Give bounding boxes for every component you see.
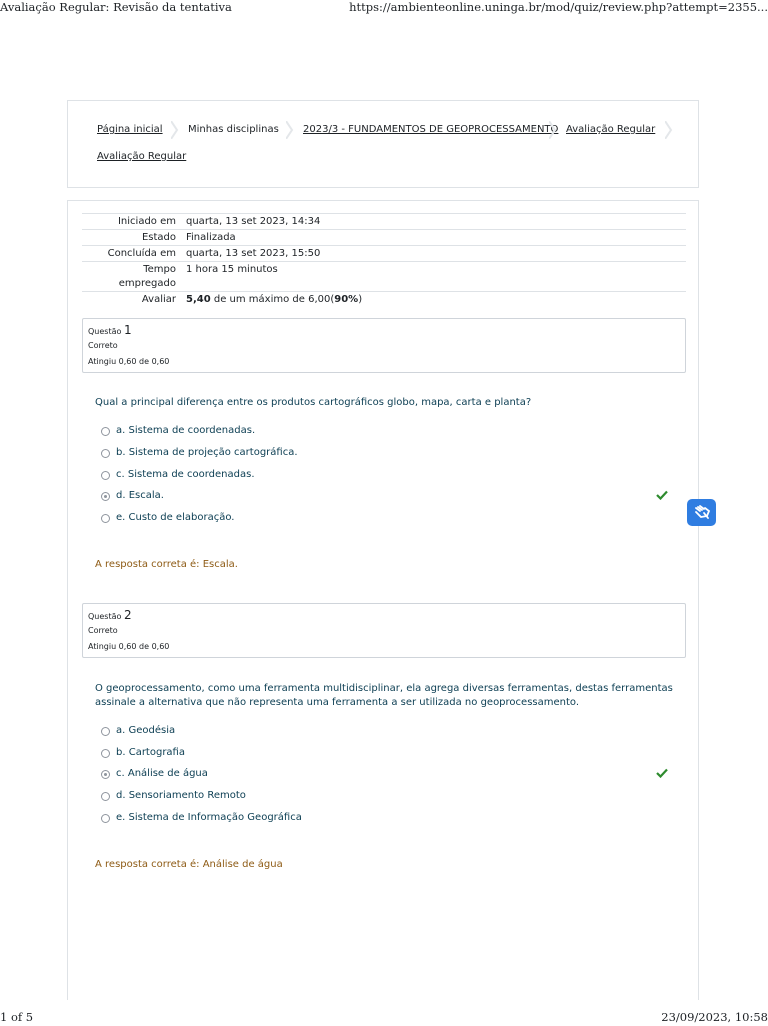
question-number: Questão 2 <box>88 608 132 622</box>
chevron-right-icon <box>171 121 179 139</box>
radio-icon[interactable] <box>101 427 110 436</box>
breadcrumb-my-courses[interactable]: Minhas disciplinas <box>188 124 279 135</box>
radio-icon[interactable] <box>101 727 110 736</box>
radio-icon[interactable] <box>101 792 110 801</box>
question-state: Correto <box>88 341 118 350</box>
chevron-right-icon <box>665 121 673 139</box>
radio-icon[interactable] <box>101 471 110 480</box>
page-count: 1 of 5 <box>0 1010 34 1024</box>
radio-checked-icon[interactable] <box>101 770 110 779</box>
right-answer-1: A resposta correta é: Escala. <box>95 559 238 570</box>
breadcrumb-home-link[interactable]: Página inicial <box>97 124 163 135</box>
radio-icon[interactable] <box>101 749 110 758</box>
page-url[interactable]: https://ambienteonline.uninga.br/mod/quiz/review.php?attempt=2355... <box>349 0 768 14</box>
grade-value: 5,40 de um máximo de 6,00(90%) <box>186 294 363 305</box>
question-info-1 <box>82 318 686 373</box>
radio-checked-icon[interactable] <box>101 492 110 501</box>
check-icon <box>656 768 668 778</box>
question-info-2 <box>82 603 686 658</box>
chevron-right-icon <box>286 121 294 139</box>
check-icon <box>656 490 668 500</box>
breadcrumb <box>67 100 699 188</box>
breadcrumb-quiz-link-2[interactable]: Avaliação Regular <box>97 151 187 162</box>
question-text-2: O geoprocessamento, como uma ferramenta multidisciplinar, ela agrega diversas ferramentas, destas ferramentas assinale a alternativa que não representa uma ferramenta a ser utilizada no geoprocessamento. <box>95 683 673 708</box>
page-title: Avaliação Regular: Revisão da tentativa <box>0 0 232 14</box>
breadcrumb-course-link[interactable]: 2023/3 - FUNDAMENTOS DE GEOPROCESSAMENTO <box>303 124 559 135</box>
print-header <box>0 0 768 16</box>
accessibility-button[interactable] <box>687 499 716 526</box>
question-grade: Atingiu 0,60 de 0,60 <box>88 642 170 651</box>
right-answer-2: A resposta correta é: Análise de água <box>95 859 283 870</box>
summary-row-time: Tempo empregado 1 hora 15 minutos <box>82 261 686 291</box>
radio-icon[interactable] <box>101 514 110 523</box>
print-timestamp: 23/09/2023, 10:58 <box>661 1010 768 1024</box>
radio-icon[interactable] <box>101 449 110 458</box>
accessibility-hand-icon <box>687 499 716 526</box>
question-number: Questão 1 <box>88 323 132 337</box>
breadcrumb-quiz-link[interactable]: Avaliação Regular <box>566 124 656 135</box>
question-state: Correto <box>88 626 118 635</box>
radio-icon[interactable] <box>101 814 110 823</box>
chevron-right-icon <box>549 121 557 139</box>
summary-row-grade: Avaliar 5,40 de um máximo de 6,00(90%) <box>82 291 686 309</box>
summary-row-state: Estado Finalizada <box>82 229 686 245</box>
question-text-1: Qual a principal diferença entre os produtos cartográficos globo, mapa, carta e planta? <box>95 397 532 408</box>
question-grade: Atingiu 0,60 de 0,60 <box>88 357 170 366</box>
summary-row-completed: Concluída em quarta, 13 set 2023, 15:50 <box>82 245 686 261</box>
summary-row-started: Iniciado em quarta, 13 set 2023, 14:34 <box>82 213 686 229</box>
